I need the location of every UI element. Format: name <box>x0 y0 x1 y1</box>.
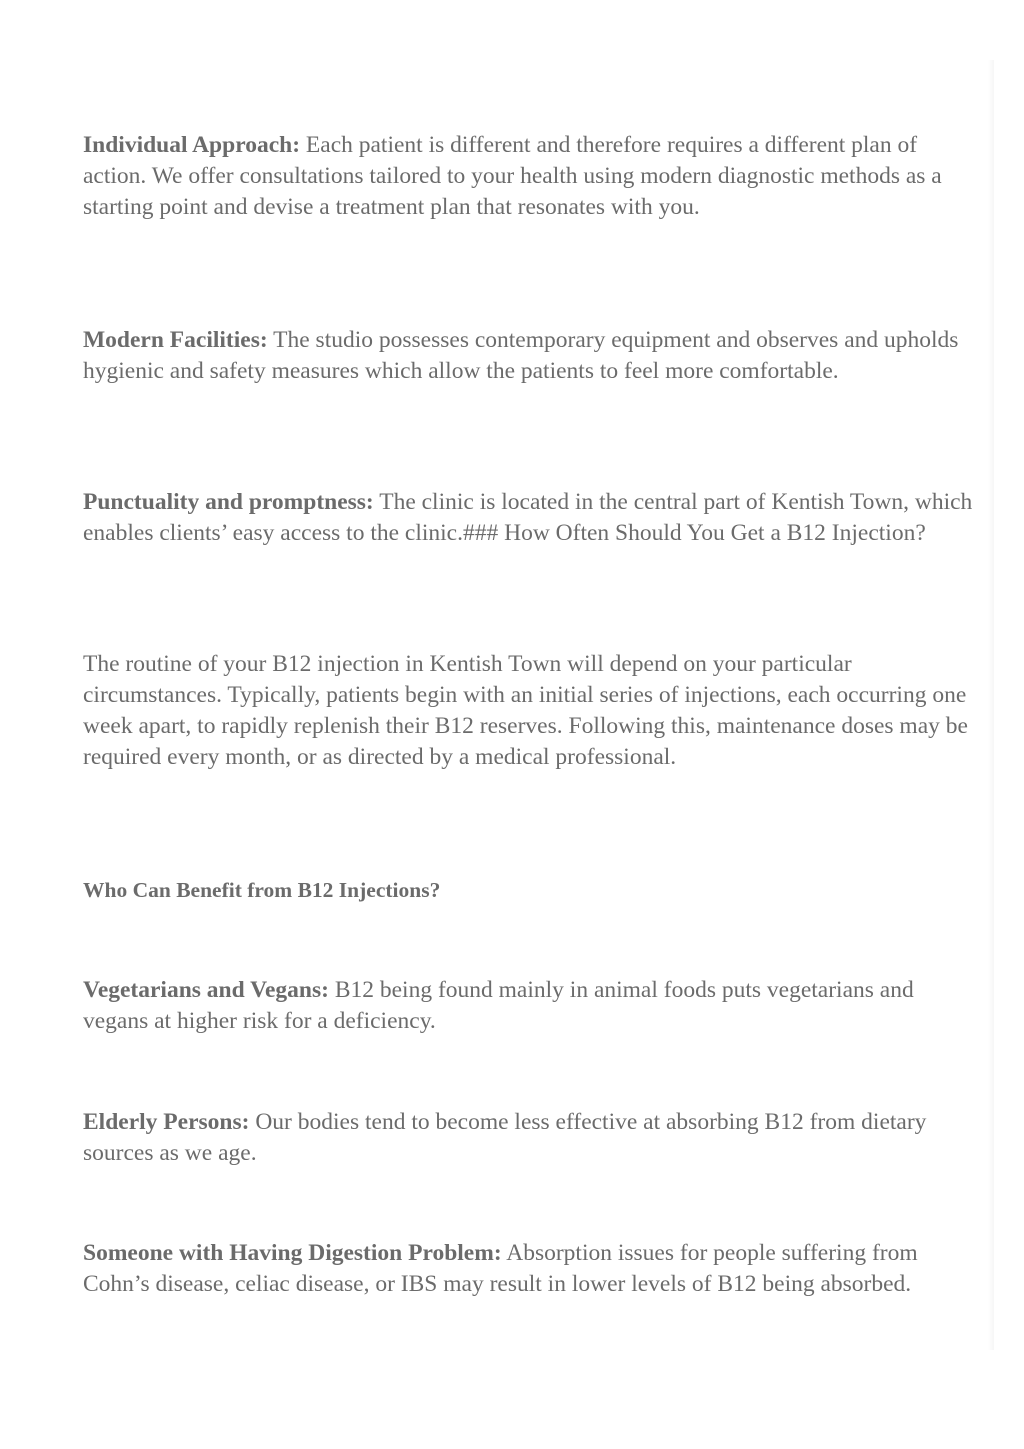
paragraph-lead: Punctuality and promptness: <box>83 489 374 515</box>
paragraph-injection-routine <box>83 649 973 773</box>
paragraph-text: Each patient is different and therefore requires a different plan of action. We offer consultations tailored to your health using modern diagnostic methods as a starting point and devise a treatment plan that resonates with you. <box>83 132 942 220</box>
paragraph-text: Absorption issues for people suffering from Cohn’s disease, celiac disease, or IBS may result in lower levels of B12 being absorbed. <box>83 1240 918 1297</box>
paragraph-punctuality <box>83 487 973 549</box>
paragraph-modern-facilities <box>83 325 973 387</box>
paragraph-individual-approach <box>83 130 973 223</box>
paragraph-digestion-problem <box>83 1238 973 1300</box>
paragraph-text: The routine of your B12 injection in Kentish Town will depend on your particular circumstances. Typically, patients begin with an initial series of injections, each occurring one week apart, to rapidly replenish their B12 reserves. Following this, maintenance doses may be required every month, or as directed by a medical professional. <box>83 651 968 770</box>
paragraph-text: Our bodies tend to become less effective at absorbing B12 from dietary sources as we age. <box>83 1109 927 1166</box>
section-heading-who-can-benefit: Who Can Benefit from B12 Injections? <box>83 878 441 902</box>
paragraph-lead: Individual Approach: <box>83 132 301 158</box>
paragraph-lead: Someone with Having Digestion Problem: <box>83 1240 502 1266</box>
paragraph-lead: Modern Facilities: <box>83 327 268 353</box>
paragraph-text: B12 being found mainly in animal foods puts vegetarians and vegans at higher risk for a deficiency. <box>83 977 914 1034</box>
page-edge-shadow <box>988 60 994 1350</box>
paragraph-text: The clinic is located in the central part of Kentish Town, which enables clients’ easy access to the clinic.### How Often Should You Get a B12 Injection? <box>83 489 973 546</box>
paragraph-lead: Vegetarians and Vegans: <box>83 977 329 1003</box>
paragraph-text: The studio possesses contemporary equipment and observes and upholds hygienic and safety measures which allow the patients to feel more comfortable. <box>83 327 959 384</box>
paragraph-lead: Elderly Persons: <box>83 1109 250 1135</box>
paragraph-vegetarians-vegans <box>83 975 973 1037</box>
paragraph-elderly-persons <box>83 1107 973 1169</box>
